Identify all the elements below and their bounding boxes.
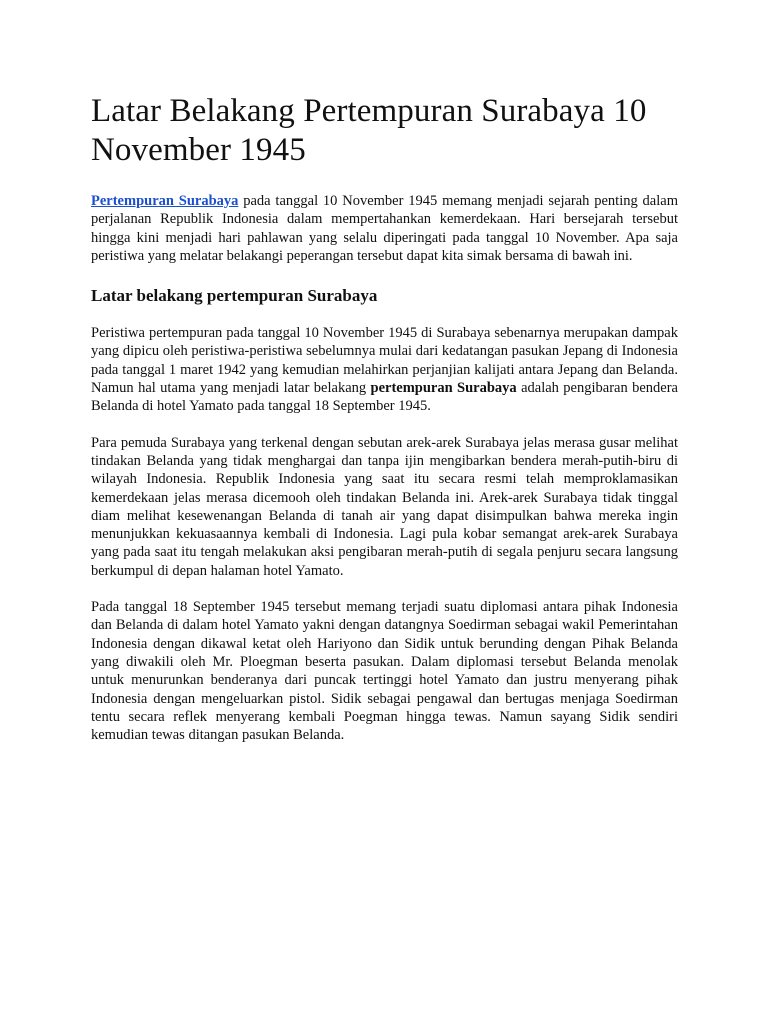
paragraph-1 [91,324,678,415]
intro-paragraph [91,192,678,265]
paragraph-1-bold: pertempuran Surabaya [370,380,517,397]
pertempuran-surabaya-link[interactable]: Pertempuran Surabaya [91,193,239,209]
page-title: Latar Belakang Pertempuran Surabaya 10 November 1945 [91,93,647,168]
paragraph-3: Pada tanggal 18 September 1945 tersebut memang terjadi suatu diplomasi antara pihak Indonesia dan Belanda di dalam hotel Yamato yakni dengan datangnya Soedirman sebagai wakil Pemerintahan Indonesia dengan dikawal ketat oleh Hariyono dan Sidik untuk berunding dengan Pihak Belanda yang diwakili oleh Mr. Ploegman beserta pasukan. Dalam diplomasi tersebut Belanda menolak untuk menurunkan benderanya dari puncak tertinggi hotel Yamato dan justru menyerang pihak Indonesia dengan mengeluarkan pistol. Sidik sebagai pengawal dan bertugas menjaga Soedirman tentu secara reflek menyerang kembali Poegman hingga tewas. Namun sayang Sidik sendiri kemudian tewas ditangan pasukan Belanda. [91,599,678,744]
document-page [91,92,678,744]
intro-text: pada tanggal 10 November 1945 memang menjadi sejarah penting dalam perjalanan Republik Indonesia dalam mempertahankan kemerdekaan. Hari bersejarah tersebut hingga kini menjadi hari pahlawan yang selalu diperingati pada tanggal 10 November. Apa saja peristiwa yang melatar belakangi peperangan tersebut dapat kita simak bersama di bawah ini. [91,193,678,264]
paragraph-1-text-before: Peristiwa pertempuran pada tanggal 10 November 1945 di Surabaya sebenarnya merupakan dampak yang dipicu oleh peristiwa-peristiwa sebelumnya mulai dari kedatangan pasukan Jepang di Indonesia pada tanggal 1 maret 1942 yang kemudian melahirkan perjanjian kalijati antara Jepang dan Belanda. Namun hal utama yang menjadi latar belakang [91,325,678,397]
paragraph-2: Para pemuda Surabaya yang terkenal dengan sebutan arek-arek Surabaya jelas merasa gusar melihat tindakan Belanda yang tidak menghargai dan tanpa ijin mengibarkan bendera merah-putih-biru di wilayah Indonesia. Republik Indonesia yang saat itu secara resmi telah memproklamasikan kemerdekaan jelas merasa dicemooh oleh tindakan Belanda ini. Arek-arek Surabaya tidak tinggal diam melihat kesewenangan Belanda di tanah air yang dapat disimpulkan bahwa mereka ingin menunjukkan kekuasaannya kembali di Indonesia. Lagi pula kobar semangat arek-arek Surabaya yang pada saat itu tengah melakukan aksi pengibaran merah-putih di segala penjuru secara langsung berkumpul di depan halaman hotel Yamato. [91,434,678,579]
paragraph-1-text-after: adalah pengibaran bendera Belanda di hotel Yamato pada tanggal 18 September 1945. [91,380,678,415]
section-heading: Latar belakang pertempuran Surabaya [91,286,378,306]
